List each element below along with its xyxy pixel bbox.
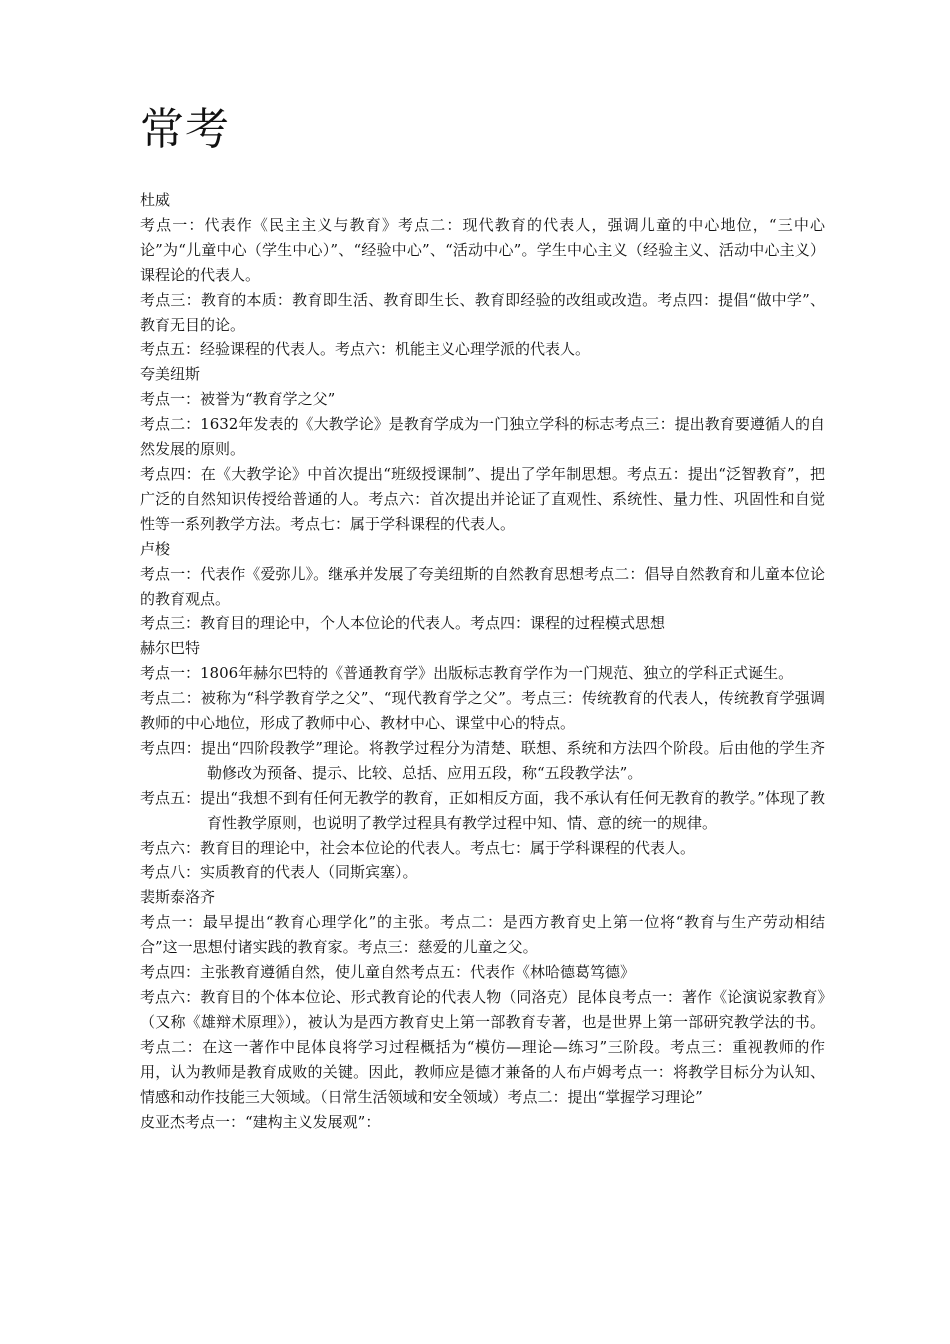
- paragraph: 考点三：教育目的理论中，个人本位论的代表人。考点四：课程的过程模式思想: [140, 614, 666, 633]
- paragraph: 考点四：在《大教学论》中首次提出“班级授课制”、提出了学年制思想。考点五：提出“泛智教育”，把广泛的自然知识传授给普通的人。考点六：首次提出并论证了直观性、系统性、量力性、巩固性和自觉性等一系列教学方法。考点七：属于学科课程的代表人。: [140, 464, 825, 533]
- paragraph: 夸美纽斯: [140, 365, 201, 384]
- paragraph: 考点一：代表作《民主主义与教育》考点二：现代教育的代表人，强调儿童的中心地位，“三中心论”为“儿童中心（学生中心）”、“经验中心”、“活动中心”。学生中心主义（经验主义、活动中心主义）课程论的代表人。: [140, 215, 825, 284]
- paragraph: 考点四：提出“四阶段教学”理论。将教学过程分为清楚、联想、系统和方法四个阶段。后由他的学生齐勒修改为预备、提示、比较、总括、应用五段，称“五段教学法”。: [140, 738, 825, 782]
- paragraph: 考点四：主张教育遵循自然，使儿童自然考点五：代表作《林哈德葛笃德》: [140, 963, 636, 982]
- paragraph: 考点一：最早提出“教育心理学化”的主张。考点二：是西方教育史上第一位将“教育与生产劳动相结合”这一思想付诸实践的教育家。考点三：慈爱的儿童之父。: [140, 913, 825, 957]
- paragraph: 考点八：实质教育的代表人（同斯宾塞）。: [140, 863, 418, 882]
- paragraph: 裴斯泰洛齐: [140, 888, 216, 907]
- paragraph: 考点一：代表作《爱弥儿》。继承并发展了夸美纽斯的自然教育思想考点二：倡导自然教育和儿童本位论的教育观点。: [140, 564, 825, 608]
- paragraph: 考点三：教育的本质：教育即生活、教育即生长、教育即经验的改组或改造。考点四：提倡“做中学”、教育无目的论。: [140, 290, 825, 334]
- paragraph: 考点二：被称为“科学教育学之父”、“现代教育学之父”。考点三：传统教育的代表人，传统教育学强调教师的中心地位，形成了教师中心、教材中心、课堂中心的特点。: [140, 689, 825, 733]
- paragraph: 考点五：经验课程的代表人。考点六：机能主义心理学派的代表人。: [140, 340, 591, 359]
- paragraph: 考点一：1806年赫尔巴特的《普通教育学》出版标志教育学作为一门规范、独立的学科正式诞生。: [140, 664, 794, 683]
- paragraph: 皮亚杰考点一：“建构主义发展观”：: [140, 1112, 381, 1131]
- paragraph: 考点六：教育目的个体本位论、形式教育论的代表人物（同洛克）昆体良考点一：著作《论演说家教育》（又称《雄辩术原理》），被认为是西方教育史上第一部教育专著，也是世界上第一部研究教学法的书。考点二：在这一著作中昆体良将学习过程概括为“模仿—理论—练习”三阶段。考点三：重视教师的作用，认为教师是教育成败的关键。因此，教师应是德才兼备的人布卢姆考点一：将教学目标分为认知、情感和动作技能三大领域。（日常生活领域和安全领域）考点二：提出“掌握学习理论”: [140, 988, 825, 1106]
- paragraph: 考点一：被誉为“教育学之父”: [140, 390, 336, 409]
- paragraph: 卢梭: [140, 539, 171, 558]
- paragraph: 考点五：提出“我想不到有任何无教学的教育，正如相反方面，我不承认有任何无教育的教学。”体现了教育性教学原则，也说明了教学过程具有教学过程中知、情、意的统一的规律。: [140, 788, 825, 832]
- document-body: [140, 188, 825, 1134]
- paragraph: 考点六：教育目的理论中，社会本位论的代表人。考点七：属于学科课程的代表人。: [140, 838, 696, 857]
- page-title: 常考: [140, 104, 230, 155]
- paragraph: 考点二：1632年发表的《大教学论》是教育学成为一门独立学科的标志考点三：提出教育要遵循人的自然发展的原则。: [140, 415, 825, 459]
- paragraph: 杜威: [140, 191, 171, 209]
- paragraph: 赫尔巴特: [140, 639, 201, 658]
